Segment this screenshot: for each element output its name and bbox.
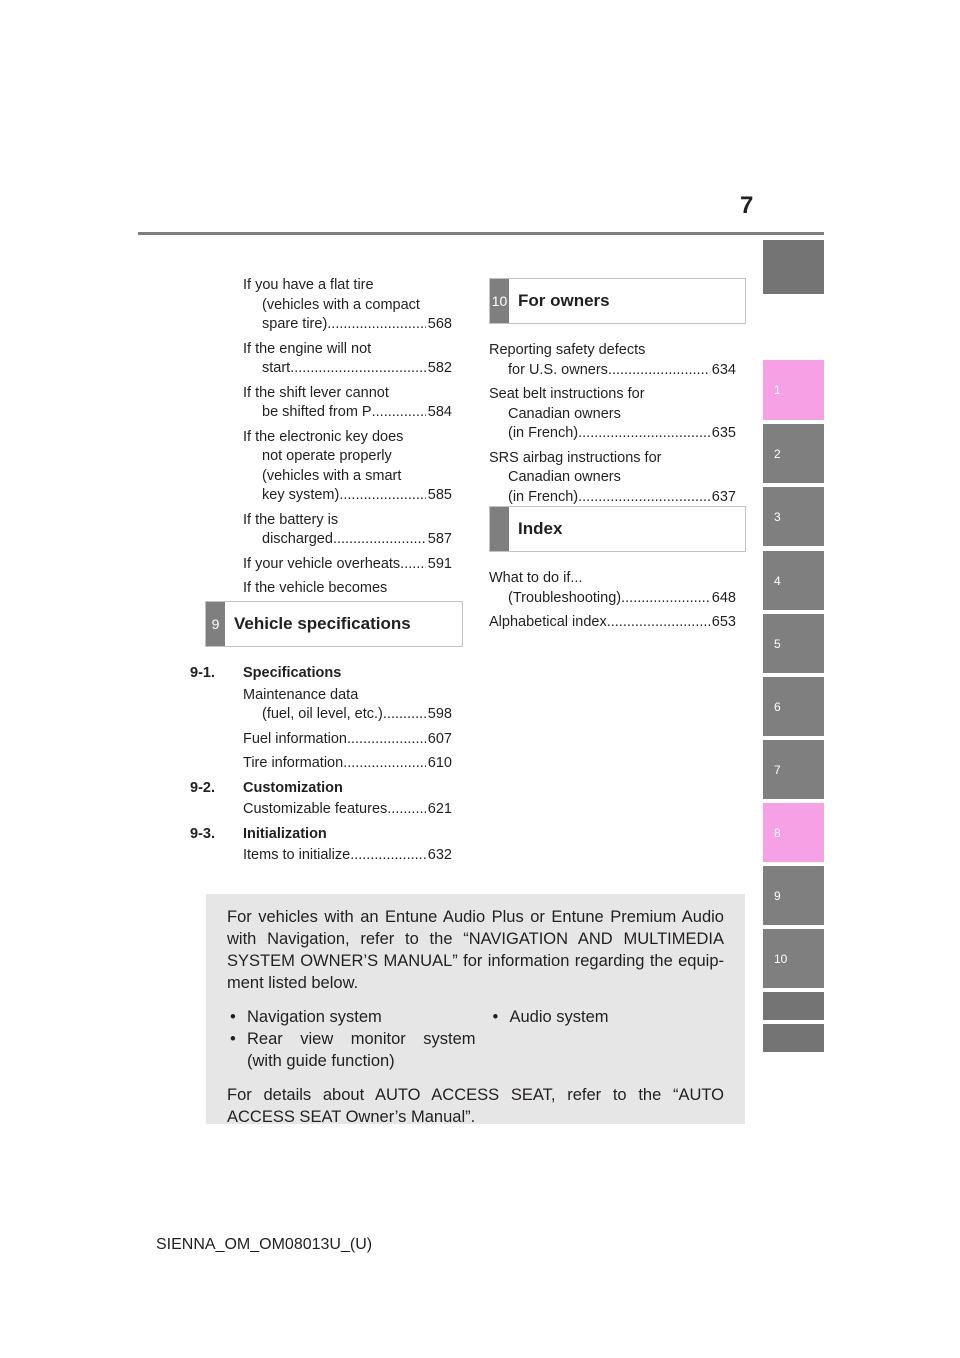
bullet-glyph: • [230,1030,236,1048]
toc-entry-text: Maintenance data [243,686,359,703]
chapter-number: 10 [490,279,509,323]
bullet-column-left [227,1006,476,1072]
page-ref: 585 [427,487,452,503]
toc-entry[interactable] [243,555,452,575]
section-items [190,800,452,820]
page-number: 7 [740,192,754,219]
section-heading [190,825,452,845]
toc-index [489,569,736,638]
chapter-10-heading[interactable] [489,278,746,324]
page-ref: 591 [427,555,452,572]
chapter-tab-7[interactable] [763,740,824,799]
chapter-tab-blank[interactable] [763,240,824,294]
chapter-tab-label: 3 [774,509,781,524]
page-ref: 653 [711,614,736,630]
toc-entry-text: (vehicles with a smart [262,467,402,484]
page-ref: 634 [711,361,736,378]
toc-entry-text: Items to initialize [243,847,351,863]
toc-entry-text: key system) [262,487,340,503]
section-heading [190,779,452,799]
toc-entry-text: If the battery is [243,511,339,528]
chapter-tab-label: 2 [774,446,781,461]
toc-entry-text: Alphabetical index [489,614,607,630]
toc-entry[interactable] [243,384,452,423]
dot-leader [387,800,426,820]
bullet-glyph: • [230,1008,236,1026]
toc-entry-text: be shifted from P [262,404,372,420]
dot-leader [339,486,425,506]
toc-entry-line [489,361,736,381]
toc-entry-text: SRS airbag instructions for [489,449,662,466]
page-ref: 648 [711,589,736,606]
chapter-tab-label: 1 [774,383,781,397]
dot-leader [621,589,710,609]
toc-entry-text: If the shift lever cannot [243,384,389,401]
note-bullets [227,1006,724,1072]
toc-entry-text: (in French) [508,488,579,505]
chapter-tab-label: 5 [774,636,781,651]
toc-entry-text: If the engine will not [243,340,372,357]
toc-entry-line [243,846,452,866]
toc-entry[interactable] [489,385,736,444]
section-heading [190,664,452,684]
toc-entry-text: Canadian owners [508,469,621,485]
bullet-text: Navigation system [247,1008,382,1026]
toc-entry-line [243,555,452,575]
section-number: 9-2. [190,779,215,796]
chapter-tab-label: 4 [774,573,781,588]
dot-leader [578,488,710,508]
section-title: Initialization [243,825,327,842]
toc-chapter-10 [489,341,736,512]
toc-entry-text: If the vehicle becomes [243,580,388,596]
chapter-tab-label: 7 [774,762,781,777]
toc-entry-line [243,315,452,335]
dot-leader [383,705,426,725]
toc-entry-line [243,800,452,820]
toc-entry-text: (Troubleshooting) [508,589,622,606]
page-ref: 610 [427,755,452,771]
toc-entry[interactable] [243,276,452,335]
chapter-tab-4[interactable] [763,551,824,610]
toc-entry[interactable] [243,846,452,866]
footer-code: SIENNA_OM_OM08013U_(U) [156,1236,373,1253]
header-rule [138,232,824,235]
chapter-title: Vehicle specifications [234,614,411,633]
page-ref: 584 [427,404,452,420]
toc-entry-text: not operate properly [262,448,392,464]
chapter-tab-1[interactable] [763,360,824,420]
toc-entry[interactable] [243,428,452,506]
dot-leader [333,530,426,550]
note-paragraph: For details about AUTO ACCESS SEAT, refer to the “AUTO ACCESS SEAT Owner’s Manual”. [227,1086,724,1126]
toc-entry-text: Reporting safety defects [489,342,646,358]
toc-entry-text: (vehicles with a compact [262,296,420,313]
toc-entry-text: If the electronic key does [243,428,404,445]
index-title: Index [518,519,563,538]
toc-entry-text: (fuel, oil level, etc.) [262,706,383,722]
bullet-text: Audio system [509,1008,609,1026]
toc-entry-text: spare tire) [262,316,328,332]
toc-left-list [243,276,452,623]
toc-entry-line [243,359,452,379]
toc-entry[interactable] [243,754,452,774]
toc-entry-text: (in French) [508,425,579,441]
bullet-text: Rear view monitor system (with guide function) [247,1030,476,1070]
section-number: 9-1. [190,665,215,681]
note-paragraph: For vehicles with an Entune Audio Plus or Entune Premium Audio with Navigation, refer to the “NAVIGATION AND MULTIMEDIA SYSTEM OWNER’S MANUAL” for information regarding the equip-ment listed below. [227,908,724,992]
toc-entry-line [489,613,736,633]
chapter-tab-10[interactable] [763,929,824,988]
section-items [190,846,452,866]
dot-leader [578,424,710,444]
chapter-tab-6[interactable] [763,677,824,736]
page-ref: 587 [427,531,452,547]
toc-entry[interactable] [243,686,452,725]
chapter-title: For owners [518,291,610,310]
dot-leader [400,555,426,575]
note-box [206,894,745,1124]
toc-entry[interactable] [489,613,736,633]
section-items [190,686,452,774]
chapter-tab-label: 8 [774,825,781,840]
page-ref: 568 [427,316,452,332]
toc-entry-line [489,488,736,508]
toc-entry-line [243,705,452,725]
toc-entry-text: for U.S. owners [508,361,608,378]
page-ref: 621 [427,801,452,817]
index-heading[interactable] [489,506,746,552]
toc-chapter-9 [190,664,452,871]
bullet-item [490,1006,725,1028]
dot-leader [608,361,710,381]
page-ref: 632 [427,847,452,863]
toc-entry-line [489,424,736,444]
chapter-tab-label: 10 [774,951,788,966]
dot-leader [343,754,426,774]
toc-entry-line [243,486,452,506]
chapter-tab-8[interactable] [763,803,824,862]
chapter-tab-label: 9 [774,888,781,903]
toc-entry-text: Customizable features [243,801,388,817]
toc-entry[interactable] [489,341,736,380]
toc-entry-text: start [262,360,291,376]
toc-entry-line [243,730,452,750]
toc-entry-line [243,403,452,423]
toc-entry-text: If you have a flat tire [243,277,374,293]
chapter-tab-label: 6 [774,699,781,714]
dot-leader [372,403,426,423]
toc-entry[interactable] [243,800,452,820]
bullet-item [227,1006,476,1028]
page-ref: 582 [427,360,452,376]
toc-entry-text: What to do if... [489,570,583,586]
dot-leader [327,315,426,335]
bullet-glyph: • [492,1008,499,1026]
chapter-tab-blank[interactable] [763,992,824,1020]
toc-entry[interactable] [243,340,452,379]
bullet-column-right [476,1006,725,1072]
toc-entry-text: Canadian owners [508,405,621,422]
toc-entry[interactable] [489,449,736,508]
chapter-tab-2[interactable] [763,424,824,483]
toc-entry-line [243,530,452,550]
section-title: Customization [243,779,343,796]
section-number: 9-3. [190,825,215,842]
page-ref: 607 [427,730,452,747]
page-ref: 635 [711,425,736,441]
dot-leader [347,730,426,750]
page-ref: 598 [427,706,452,722]
toc-entry[interactable] [243,511,452,550]
toc-entry[interactable] [243,730,452,750]
dot-leader [607,613,710,633]
chapter-9-heading[interactable] [205,601,463,647]
toc-entry-text: If your vehicle overheats [243,555,401,572]
toc-entry-text: Seat belt instructions for [489,386,645,402]
page-ref: 637 [711,488,736,505]
chapter-tab-3[interactable] [763,487,824,546]
chapter-tab-9[interactable] [763,866,824,925]
toc-entry[interactable] [489,569,736,608]
bullet-item [227,1028,476,1072]
chapter-tab-blank[interactable] [763,1024,824,1052]
chapter-number: 9 [206,602,225,646]
toc-entry-text: Tire information [243,755,344,771]
dot-leader [350,846,426,866]
dot-leader [290,359,426,379]
section-title: Specifications [243,665,342,681]
toc-entry-text: discharged [262,531,333,547]
chapter-tab-5[interactable] [763,614,824,673]
toc-entry-line [243,754,452,774]
toc-entry-text: Fuel information [243,730,347,747]
index-marker [490,507,509,551]
toc-entry-line [489,589,736,609]
